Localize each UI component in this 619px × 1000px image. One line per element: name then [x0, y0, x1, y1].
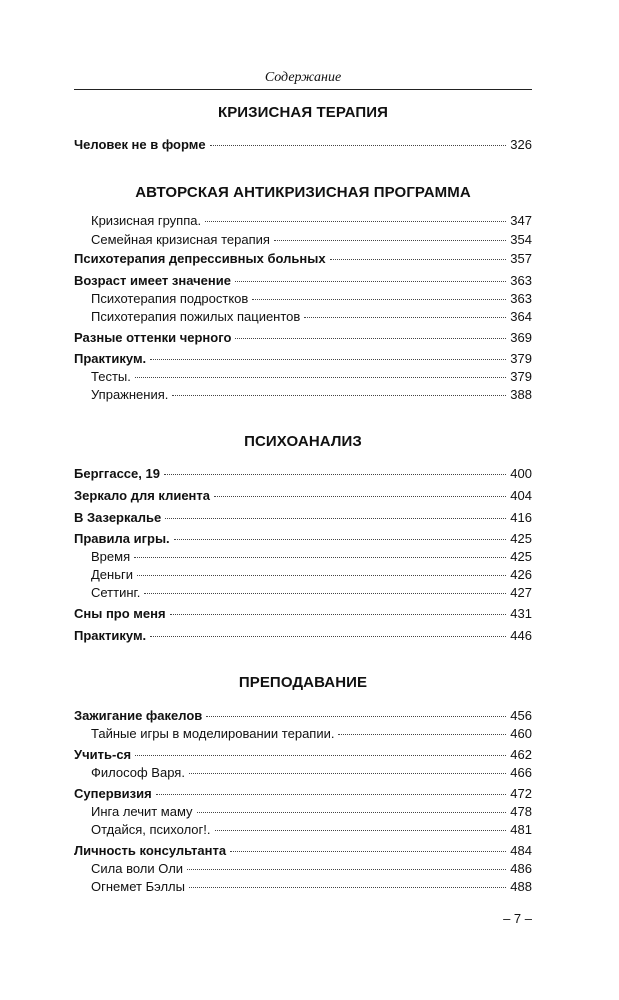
toc-entry-label: Сила воли Оли [91, 861, 184, 876]
toc-entry-label: Психотерапия пожилых пациентов [91, 309, 301, 324]
toc-entry-page: 363 [510, 291, 532, 306]
toc-entry-label: Личность консультанта [74, 843, 227, 858]
toc-entry-page: 486 [510, 861, 532, 876]
dot-leader [330, 259, 506, 260]
toc-entry[interactable] [74, 859, 532, 878]
toc-entry-page: 466 [510, 765, 532, 780]
toc-entry-label: Психотерапия депрессивных больных [74, 251, 326, 266]
toc-entry[interactable] [74, 626, 532, 645]
toc-entry-label: Философ Варя. [91, 765, 185, 780]
toc-entry[interactable] [74, 328, 532, 347]
toc-entry-page: 416 [510, 510, 532, 525]
toc-entry[interactable] [74, 367, 532, 386]
toc-entry[interactable] [74, 211, 532, 230]
toc-entry-label: Сеттинг. [91, 585, 141, 600]
dot-leader [170, 614, 506, 615]
toc-entry-page: 427 [510, 585, 532, 600]
toc-entry[interactable] [74, 763, 532, 782]
dot-leader [189, 887, 506, 888]
toc-entry[interactable] [74, 604, 532, 623]
toc-entry-label: Зажигание факелов [74, 708, 203, 723]
section-title: КРИЗИСНАЯ ТЕРАПИЯ [217, 104, 389, 121]
toc-entry-label: Упражнения. [91, 387, 169, 402]
toc-entry-label: Возраст имеет значение [74, 273, 231, 288]
toc-entry-label: Время [91, 549, 131, 564]
dot-leader [230, 851, 506, 852]
toc-entry[interactable] [74, 249, 532, 268]
dot-leader [235, 281, 506, 282]
toc-entry[interactable] [74, 508, 532, 527]
toc-entry-page: 404 [510, 488, 532, 503]
toc-entry[interactable] [74, 745, 532, 764]
toc-entry-label: Кризисная группа. [91, 213, 202, 228]
toc-entry[interactable] [74, 877, 532, 896]
toc-entry-label: Отдайся, психолог!. [91, 822, 211, 837]
toc-entry-label: Огнемет Бэллы [91, 879, 185, 894]
toc-entry[interactable] [74, 529, 532, 548]
toc-entry-page: 400 [510, 466, 532, 481]
toc-entry[interactable] [74, 841, 532, 860]
toc-entry-page: 472 [510, 786, 532, 801]
dot-leader [197, 812, 506, 813]
toc-entry-label: Супервизия [74, 786, 152, 801]
toc-entry-page: 426 [510, 567, 532, 582]
toc-entry[interactable] [74, 230, 532, 249]
toc-entry-label: Деньги [91, 567, 133, 582]
toc-entry[interactable] [74, 385, 532, 404]
dot-leader [187, 869, 506, 870]
page-number: – 7 – [503, 911, 532, 926]
dot-leader [274, 240, 506, 241]
toc-entry-label: Правила игры. [74, 531, 170, 546]
dot-leader [150, 636, 506, 637]
section-title: АВТОРСКАЯ АНТИКРИЗИСНАЯ ПРОГРАММА [135, 184, 471, 201]
dot-leader [156, 794, 506, 795]
dot-leader [174, 539, 506, 540]
header-rule [74, 89, 532, 90]
dot-leader [150, 359, 506, 360]
dot-leader [134, 557, 506, 558]
toc-entry-page: 478 [510, 804, 532, 819]
dot-leader [210, 145, 506, 146]
toc-entry-label: Учить-ся [74, 747, 132, 762]
toc-entry-label: Практикум. [74, 628, 147, 643]
dot-leader [137, 575, 506, 576]
section-title: ПРЕПОДАВАНИЕ [238, 674, 368, 691]
toc-entry[interactable] [74, 820, 532, 839]
toc-entry-page: 462 [510, 747, 532, 762]
toc-entry-label: Инга лечит маму [91, 804, 193, 819]
toc-entry-page: 379 [510, 369, 532, 384]
toc-entry-label: В Зазеркалье [74, 510, 162, 525]
toc-entry-page: 481 [510, 822, 532, 837]
toc-entry-label: Тайные игры в моделировании терапии. [91, 726, 335, 741]
toc-entry-label: Человек не в форме [74, 137, 206, 152]
toc-entry[interactable] [74, 486, 532, 505]
toc-entry[interactable] [74, 289, 532, 308]
dot-leader [164, 474, 506, 475]
dot-leader [304, 317, 506, 318]
toc-entry-page: 363 [510, 273, 532, 288]
toc-entry-label: Берггассе, 19 [74, 466, 160, 481]
dot-leader [214, 496, 506, 497]
toc-entry-page: 431 [510, 606, 532, 621]
toc-entry-page: 369 [510, 330, 532, 345]
section-title: ПСИХОАНАЛИЗ [244, 433, 362, 450]
toc-entry[interactable] [74, 307, 532, 326]
toc-entry-page: 379 [510, 351, 532, 366]
toc-entry-page: 425 [510, 549, 532, 564]
dot-leader [172, 395, 506, 396]
toc-entry-page: 425 [510, 531, 532, 546]
toc-entry[interactable] [74, 464, 532, 483]
toc-entry-label: Тесты. [91, 369, 131, 384]
toc-entry[interactable] [74, 724, 532, 743]
toc-entry-page: 456 [510, 708, 532, 723]
toc-entry-label: Семейная кризисная терапия [91, 232, 270, 247]
running-header: Содержание [264, 70, 342, 85]
toc-entry[interactable] [74, 802, 532, 821]
toc-entry-label: Зеркало для клиента [74, 488, 210, 503]
dot-leader [205, 221, 506, 222]
dot-leader [189, 773, 506, 774]
toc-entry-page: 354 [510, 232, 532, 247]
toc-entry-label: Практикум. [74, 351, 147, 366]
dot-leader [135, 377, 506, 378]
toc-entry[interactable] [74, 583, 532, 602]
dot-leader [144, 593, 506, 594]
toc-entry[interactable] [74, 271, 532, 290]
toc-entry[interactable] [74, 784, 532, 803]
toc-entry-page: 460 [510, 726, 532, 741]
toc-entry[interactable] [74, 135, 532, 154]
toc-entry-page: 446 [510, 628, 532, 643]
toc-entry-label: Разные оттенки черного [74, 330, 232, 345]
toc-entry[interactable] [74, 547, 532, 566]
toc-entry[interactable] [74, 706, 532, 725]
toc-entry-page: 357 [510, 251, 532, 266]
toc-entry-page: 364 [510, 309, 532, 324]
dot-leader [235, 338, 506, 339]
dot-leader [135, 755, 506, 756]
toc-entry-page: 488 [510, 879, 532, 894]
toc-entry-label: Сны про меня [74, 606, 166, 621]
dot-leader [215, 830, 506, 831]
dot-leader [252, 299, 506, 300]
dot-leader [206, 716, 506, 717]
dot-leader [165, 518, 506, 519]
toc-entry[interactable] [74, 565, 532, 584]
toc-entry[interactable] [74, 349, 532, 368]
toc-entry-page: 347 [510, 213, 532, 228]
toc-entry-page: 326 [510, 137, 532, 152]
dot-leader [338, 734, 506, 735]
toc-entry-page: 484 [510, 843, 532, 858]
toc-entry-page: 388 [510, 387, 532, 402]
toc-entry-label: Психотерапия подростков [91, 291, 249, 306]
